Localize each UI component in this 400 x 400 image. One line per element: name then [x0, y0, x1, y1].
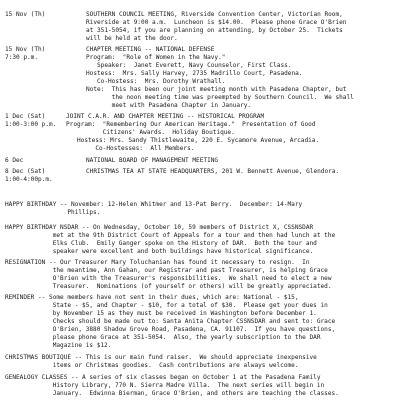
- reminder-para-line: Magazine is $12.: [5, 342, 112, 349]
- event-date: 15 Nov (Th): [5, 11, 46, 18]
- event-line: at 351-5054, if you are planning on attending, by October 25. Tickets: [86, 27, 343, 34]
- event-title: CHRISTMAS TEA AT STATE HEADQUARTERS, 201 W. Bennett Avenue, Glendora.: [86, 168, 340, 175]
- event-line: Co-Hostess: Mrs. Dorothy Wrathall.: [86, 78, 226, 85]
- event-time: 1:00-4:00p.m.: [5, 176, 53, 183]
- reminder-para-line: Checks should be made out to: Santa Anita Chapter CSSNSDAR and sent to: Grace: [5, 318, 336, 325]
- boutique-para-line: items or Christmas goodies. Cash contributions are always welcome.: [5, 362, 299, 369]
- event-date: 6 Dec: [5, 157, 24, 164]
- reminder-para-line: REMINDER -- Some members have not sent in their dues, which are: National - $15,: [5, 294, 299, 301]
- event-line: Speaker: Janet Everett, Navy Counselor, First Class.: [86, 62, 292, 69]
- nsdar-para-line: met at the 9th District Court of Appeals for a tour and then had lunch at the: [5, 232, 336, 239]
- reminder-para-line: State - $5, and Chapter - $10, for a total of $30. Please get your dues in: [5, 302, 328, 309]
- event-line: Citizens' Awards. Holiday Boutique.: [66, 129, 235, 136]
- event-title: CHAPTER MEETING -- NATIONAL DEFENSE: [86, 46, 215, 53]
- reminder-para-line: O'Brien, 3880 Shadow Grove Road, Pasadena, CA. 91107. If you have questions,: [5, 326, 336, 333]
- event-line: Note: This has been our joint meeting month with Pasadena Chapter, but: [86, 86, 347, 93]
- event-line: SOUTHERN COUNCIL MEETING, Riverside Convention Center, Victorian Room,: [86, 11, 343, 18]
- event-date: 15 Nov (Th): [5, 46, 46, 53]
- event-line: the noon meeting time was preempted by Southern Council. We shall: [86, 94, 354, 101]
- genealogy-para-line: January. Edwinna Bierman, Grace O'Brien, and others are teaching the classes.: [5, 390, 339, 397]
- event-line: Riverside at 9:00 a.m. Luncheon is $14.00. Please phone Grace O'Brien: [86, 19, 347, 26]
- event-line: Hostess: Mrs. Sandy Thistlewaite, 220 E. Sycamore Avenue, Arcadia.: [66, 137, 320, 144]
- event-line: Program: "Role of Women in the Navy.": [86, 54, 226, 61]
- reminder-para-line: by November 15 as they must be received in Washington before December 1.: [5, 310, 317, 317]
- event-date: 8 Dec (Sat): [5, 168, 46, 175]
- nsdar-para-line: Elks Club. Emily Ganger spoke on the History of DAR. Both the tour and: [5, 240, 317, 247]
- resignation-para-line: RESIGNATION -- Our Treasurer Mary Toluchanian has found it necessary to resign. In: [5, 259, 310, 266]
- genealogy-para-line: GENEALOGY CLASSES -- A series of six classes began on October 1 at the Pasadena Family: [5, 374, 321, 381]
- event-line: meet with Pasadena Chapter in January.: [86, 102, 252, 109]
- event-line: will be held at the door.: [86, 35, 178, 42]
- resignation-para-line: the meantime, Ann Gahan, our Registrar and past Treasurer, is helping Grace: [5, 267, 328, 274]
- boutique-para-line: CHRISTMAS BOUTIQUE -- This is our main fund raiser. We should appreciate inexpensive: [5, 354, 317, 361]
- event-line: Co-Hostesses: All Members.: [66, 145, 195, 152]
- nsdar-para-line: speaker were excellent and both buildings have historical significance.: [5, 248, 314, 255]
- resignation-para-line: Treasurer. Nominations (of yourself or others) will be greatly appreciated.: [5, 283, 332, 290]
- birthday-para-line: Phillips.: [5, 209, 101, 216]
- event-line: Hostess: Mrs. Sally Harvey, 2735 Madrillo Court, Pasadena.: [86, 70, 303, 77]
- event-time: 7:30 p.m.: [5, 54, 39, 61]
- event-title: JOINT C.A.R. AND CHAPTER MEETING -- HISTORICAL PROGRAM: [66, 113, 265, 120]
- event-title: NATIONAL BOARD OF MANAGEMENT MEETING: [86, 157, 219, 164]
- reminder-para-line: please phone Grace at 351-5054. Also, the yearly subscription to the DAR: [5, 334, 321, 341]
- event-time: 1:00-3:00 p.m.: [5, 121, 57, 128]
- nsdar-para-line: HAPPY BIRTHDAY NSDAR -- On Wednesday, October 10, 59 members of District X, CSSNSDAR: [5, 224, 314, 231]
- resignation-para-line: O'Brien with the Treasurer's responsibilities. We shall need to elect a new: [5, 275, 332, 282]
- birthday-para-line: HAPPY BIRTHDAY -- November: 12-Helen Whitmer and 13-Pat Berry. December: 14-Mary: [5, 201, 303, 208]
- event-line: Program: "Remembering Our American Heritage." Presentation of Good: [66, 121, 316, 128]
- genealogy-para-line: History Library, 770 N. Sierra Madre Villa. The next series will begin in: [5, 382, 325, 389]
- event-date: 1 Dec (Sat): [5, 113, 46, 120]
